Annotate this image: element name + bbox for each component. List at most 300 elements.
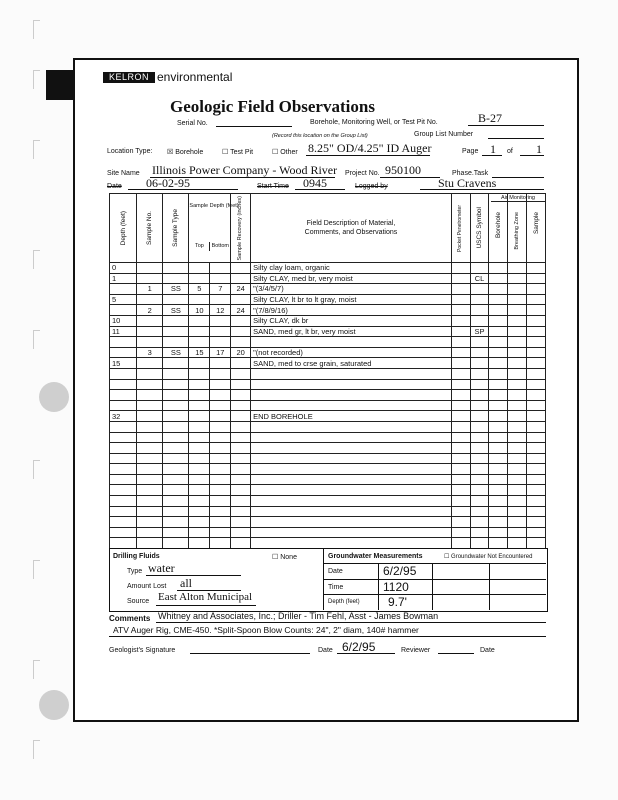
- sample-cell[interactable]: [527, 506, 546, 517]
- description-cell[interactable]: [251, 538, 452, 549]
- sample-no-cell[interactable]: [137, 368, 163, 379]
- borehole-field[interactable]: [468, 125, 544, 126]
- bottom-cell[interactable]: [210, 474, 231, 485]
- borehole-cell[interactable]: [489, 517, 508, 528]
- description-cell[interactable]: SAND, med to crse grain, saturated: [251, 358, 452, 369]
- pocket-pen-cell[interactable]: [451, 464, 470, 475]
- breathing-cell[interactable]: [508, 347, 527, 358]
- sample-type-cell[interactable]: SS: [163, 347, 189, 358]
- top-cell[interactable]: [189, 379, 210, 390]
- depth-cell[interactable]: [110, 538, 137, 549]
- description-cell[interactable]: [251, 453, 452, 464]
- bottom-cell[interactable]: [210, 400, 231, 411]
- top-cell[interactable]: [189, 368, 210, 379]
- pocket-pen-cell[interactable]: [451, 379, 470, 390]
- not-encountered-checkbox[interactable]: ☐ Groundwater Not Encountered: [444, 554, 533, 560]
- breathing-cell[interactable]: [508, 506, 527, 517]
- uscs-cell[interactable]: [470, 337, 489, 348]
- borehole-cell[interactable]: [489, 453, 508, 464]
- top-cell[interactable]: 5: [189, 284, 210, 295]
- bottom-cell[interactable]: [210, 485, 231, 496]
- depth-cell[interactable]: [110, 474, 137, 485]
- breathing-cell[interactable]: [508, 411, 527, 422]
- recovery-cell[interactable]: [231, 326, 251, 337]
- sample-type-cell[interactable]: [163, 485, 189, 496]
- depth-cell[interactable]: 1: [110, 273, 137, 284]
- bottom-cell[interactable]: [210, 421, 231, 432]
- start-time-field[interactable]: [295, 189, 345, 190]
- sample-type-cell[interactable]: SS: [163, 284, 189, 295]
- sample-cell[interactable]: [527, 411, 546, 422]
- top-cell[interactable]: [189, 294, 210, 305]
- depth-cell[interactable]: [110, 400, 137, 411]
- description-cell[interactable]: SAND, med gr, lt br, very moist: [251, 326, 452, 337]
- sample-type-cell[interactable]: [163, 400, 189, 411]
- geologist-signature-field[interactable]: [190, 653, 310, 654]
- none-checkbox[interactable]: ☐ None: [272, 554, 297, 561]
- breathing-cell[interactable]: [508, 358, 527, 369]
- pocket-pen-cell[interactable]: [451, 496, 470, 507]
- pocket-pen-cell[interactable]: [451, 284, 470, 295]
- depth-cell[interactable]: 10: [110, 315, 137, 326]
- sample-cell[interactable]: [527, 496, 546, 507]
- depth-cell[interactable]: [110, 517, 137, 528]
- top-cell[interactable]: [189, 326, 210, 337]
- top-cell[interactable]: [189, 315, 210, 326]
- recovery-cell[interactable]: [231, 443, 251, 454]
- bottom-cell[interactable]: 7: [210, 284, 231, 295]
- recovery-cell[interactable]: 24: [231, 305, 251, 316]
- bottom-cell[interactable]: [210, 294, 231, 305]
- sample-no-cell[interactable]: [137, 411, 163, 422]
- sample-cell[interactable]: [527, 400, 546, 411]
- pocket-pen-cell[interactable]: [451, 263, 470, 274]
- sample-no-cell[interactable]: [137, 390, 163, 401]
- uscs-cell[interactable]: [470, 411, 489, 422]
- borehole-cell[interactable]: [489, 326, 508, 337]
- bottom-cell[interactable]: [210, 496, 231, 507]
- bottom-cell[interactable]: [210, 432, 231, 443]
- borehole-cell[interactable]: [489, 358, 508, 369]
- description-cell[interactable]: [251, 474, 452, 485]
- pocket-pen-cell[interactable]: [451, 347, 470, 358]
- comments-field-1[interactable]: [156, 622, 546, 623]
- top-cell[interactable]: 10: [189, 305, 210, 316]
- sample-no-cell[interactable]: [137, 464, 163, 475]
- recovery-cell[interactable]: [231, 421, 251, 432]
- depth-cell[interactable]: [110, 284, 137, 295]
- comments-field-2[interactable]: [109, 636, 546, 637]
- sample-type-cell[interactable]: [163, 421, 189, 432]
- breathing-cell[interactable]: [508, 368, 527, 379]
- top-cell[interactable]: [189, 517, 210, 528]
- sample-cell[interactable]: [527, 358, 546, 369]
- borehole-cell[interactable]: [489, 527, 508, 538]
- sample-type-cell[interactable]: [163, 506, 189, 517]
- sample-type-cell[interactable]: [163, 337, 189, 348]
- sample-cell[interactable]: [527, 421, 546, 432]
- bottom-cell[interactable]: [210, 315, 231, 326]
- recovery-cell[interactable]: [231, 294, 251, 305]
- bottom-cell[interactable]: [210, 358, 231, 369]
- borehole-cell[interactable]: [489, 379, 508, 390]
- depth-cell[interactable]: 0: [110, 263, 137, 274]
- sample-cell[interactable]: [527, 326, 546, 337]
- sample-type-cell[interactable]: [163, 326, 189, 337]
- bottom-cell[interactable]: [210, 538, 231, 549]
- description-cell[interactable]: "(3/4/5/7): [251, 284, 452, 295]
- sample-cell[interactable]: [527, 368, 546, 379]
- sample-no-cell[interactable]: [137, 273, 163, 284]
- pocket-pen-cell[interactable]: [451, 538, 470, 549]
- reviewer-field[interactable]: [438, 653, 474, 654]
- top-cell[interactable]: [189, 390, 210, 401]
- date-field[interactable]: [128, 189, 238, 190]
- recovery-cell[interactable]: [231, 390, 251, 401]
- sample-type-cell[interactable]: [163, 411, 189, 422]
- top-cell[interactable]: [189, 337, 210, 348]
- pocket-pen-cell[interactable]: [451, 400, 470, 411]
- borehole-cell[interactable]: [489, 400, 508, 411]
- recovery-cell[interactable]: [231, 517, 251, 528]
- breathing-cell[interactable]: [508, 527, 527, 538]
- sample-no-cell[interactable]: [137, 506, 163, 517]
- depth-cell[interactable]: [110, 443, 137, 454]
- sample-cell[interactable]: [527, 453, 546, 464]
- borehole-cell[interactable]: [489, 347, 508, 358]
- breathing-cell[interactable]: [508, 474, 527, 485]
- sample-no-cell[interactable]: [137, 421, 163, 432]
- page-field[interactable]: [482, 155, 502, 156]
- borehole-cell[interactable]: [489, 411, 508, 422]
- sample-no-cell[interactable]: 2: [137, 305, 163, 316]
- recovery-cell[interactable]: 20: [231, 347, 251, 358]
- sample-cell[interactable]: [527, 305, 546, 316]
- top-cell[interactable]: [189, 527, 210, 538]
- borehole-cell[interactable]: [489, 273, 508, 284]
- depth-cell[interactable]: [110, 496, 137, 507]
- bottom-cell[interactable]: [210, 517, 231, 528]
- uscs-cell[interactable]: [470, 432, 489, 443]
- sample-cell[interactable]: [527, 294, 546, 305]
- recovery-cell[interactable]: [231, 400, 251, 411]
- uscs-cell[interactable]: [470, 506, 489, 517]
- bottom-cell[interactable]: [210, 411, 231, 422]
- sample-type-cell[interactable]: [163, 538, 189, 549]
- uscs-cell[interactable]: [470, 496, 489, 507]
- bottom-cell[interactable]: 17: [210, 347, 231, 358]
- depth-cell[interactable]: [110, 337, 137, 348]
- sample-no-cell[interactable]: [137, 527, 163, 538]
- sample-no-cell[interactable]: [137, 485, 163, 496]
- depth-cell[interactable]: [110, 527, 137, 538]
- bottom-cell[interactable]: [210, 263, 231, 274]
- pocket-pen-cell[interactable]: [451, 315, 470, 326]
- description-cell[interactable]: [251, 527, 452, 538]
- sample-no-cell[interactable]: [137, 315, 163, 326]
- top-cell[interactable]: [189, 538, 210, 549]
- recovery-cell[interactable]: [231, 337, 251, 348]
- sample-cell[interactable]: [527, 527, 546, 538]
- sample-type-cell[interactable]: [163, 527, 189, 538]
- depth-cell[interactable]: [110, 379, 137, 390]
- borehole-cell[interactable]: [489, 464, 508, 475]
- description-cell[interactable]: [251, 496, 452, 507]
- depth-cell[interactable]: 11: [110, 326, 137, 337]
- breathing-cell[interactable]: [508, 496, 527, 507]
- bottom-cell[interactable]: [210, 326, 231, 337]
- recovery-cell[interactable]: [231, 432, 251, 443]
- uscs-cell[interactable]: [470, 443, 489, 454]
- borehole-cell[interactable]: [489, 305, 508, 316]
- sample-type-cell[interactable]: [163, 368, 189, 379]
- breathing-cell[interactable]: [508, 263, 527, 274]
- testpit-checkbox[interactable]: ☐ Test Pit: [222, 149, 254, 156]
- breathing-cell[interactable]: [508, 294, 527, 305]
- recovery-cell[interactable]: [231, 315, 251, 326]
- description-cell[interactable]: Silty CLAY, med br, very moist: [251, 273, 452, 284]
- pocket-pen-cell[interactable]: [451, 305, 470, 316]
- borehole-cell[interactable]: [489, 368, 508, 379]
- borehole-cell[interactable]: [489, 474, 508, 485]
- bottom-cell[interactable]: [210, 506, 231, 517]
- description-cell[interactable]: END BOREHOLE: [251, 411, 452, 422]
- breathing-cell[interactable]: [508, 400, 527, 411]
- sample-type-cell[interactable]: [163, 517, 189, 528]
- pocket-pen-cell[interactable]: [451, 358, 470, 369]
- sample-cell[interactable]: [527, 517, 546, 528]
- pocket-pen-cell[interactable]: [451, 517, 470, 528]
- bottom-cell[interactable]: 12: [210, 305, 231, 316]
- sample-cell[interactable]: [527, 485, 546, 496]
- sample-cell[interactable]: [527, 263, 546, 274]
- uscs-cell[interactable]: [470, 421, 489, 432]
- source-field[interactable]: [156, 605, 256, 606]
- sample-cell[interactable]: [527, 443, 546, 454]
- sample-no-cell[interactable]: [137, 358, 163, 369]
- depth-cell[interactable]: [110, 305, 137, 316]
- uscs-cell[interactable]: CL: [470, 273, 489, 284]
- breathing-cell[interactable]: [508, 284, 527, 295]
- breathing-cell[interactable]: [508, 273, 527, 284]
- sample-no-cell[interactable]: [137, 432, 163, 443]
- sample-type-cell[interactable]: [163, 464, 189, 475]
- breathing-cell[interactable]: [508, 432, 527, 443]
- top-cell[interactable]: [189, 506, 210, 517]
- sample-cell[interactable]: [527, 390, 546, 401]
- depth-cell[interactable]: 32: [110, 411, 137, 422]
- borehole-cell[interactable]: [489, 284, 508, 295]
- breathing-cell[interactable]: [508, 326, 527, 337]
- breathing-cell[interactable]: [508, 379, 527, 390]
- sample-type-cell[interactable]: [163, 390, 189, 401]
- top-cell[interactable]: [189, 485, 210, 496]
- borehole-cell[interactable]: [489, 315, 508, 326]
- uscs-cell[interactable]: [470, 527, 489, 538]
- borehole-cell[interactable]: [489, 263, 508, 274]
- recovery-cell[interactable]: [231, 464, 251, 475]
- bottom-cell[interactable]: [210, 368, 231, 379]
- sample-type-cell[interactable]: [163, 453, 189, 464]
- description-cell[interactable]: [251, 368, 452, 379]
- uscs-cell[interactable]: [470, 517, 489, 528]
- uscs-cell[interactable]: SP: [470, 326, 489, 337]
- bottom-cell[interactable]: [210, 337, 231, 348]
- uscs-cell[interactable]: [470, 400, 489, 411]
- sample-type-cell[interactable]: [163, 443, 189, 454]
- description-cell[interactable]: "(not recorded): [251, 347, 452, 358]
- borehole-cell[interactable]: [489, 432, 508, 443]
- recovery-cell[interactable]: [231, 273, 251, 284]
- sample-cell[interactable]: [527, 273, 546, 284]
- sample-no-cell[interactable]: [137, 379, 163, 390]
- top-cell[interactable]: [189, 421, 210, 432]
- other-field[interactable]: [306, 155, 430, 156]
- bottom-cell[interactable]: [210, 273, 231, 284]
- breathing-cell[interactable]: [508, 453, 527, 464]
- breathing-cell[interactable]: [508, 464, 527, 475]
- sample-type-cell[interactable]: [163, 474, 189, 485]
- borehole-cell[interactable]: [489, 485, 508, 496]
- depth-cell[interactable]: [110, 368, 137, 379]
- recovery-cell[interactable]: [231, 358, 251, 369]
- pocket-pen-cell[interactable]: [451, 443, 470, 454]
- description-cell[interactable]: [251, 517, 452, 528]
- sample-type-cell[interactable]: [163, 315, 189, 326]
- sample-type-cell[interactable]: [163, 294, 189, 305]
- sample-cell[interactable]: [527, 474, 546, 485]
- sample-type-cell[interactable]: [163, 496, 189, 507]
- top-cell[interactable]: [189, 474, 210, 485]
- type-field[interactable]: [146, 575, 241, 576]
- description-cell[interactable]: [251, 432, 452, 443]
- pocket-pen-cell[interactable]: [451, 368, 470, 379]
- pocket-pen-cell[interactable]: [451, 527, 470, 538]
- pocket-pen-cell[interactable]: [451, 485, 470, 496]
- recovery-cell[interactable]: 24: [231, 284, 251, 295]
- depth-cell[interactable]: [110, 421, 137, 432]
- borehole-checkbox[interactable]: ☒ Borehole: [167, 149, 204, 156]
- phase-field[interactable]: [492, 177, 544, 178]
- description-cell[interactable]: [251, 379, 452, 390]
- breathing-cell[interactable]: [508, 421, 527, 432]
- pocket-pen-cell[interactable]: [451, 390, 470, 401]
- depth-cell[interactable]: 5: [110, 294, 137, 305]
- description-cell[interactable]: Silty clay loam, organic: [251, 263, 452, 274]
- uscs-cell[interactable]: [470, 294, 489, 305]
- sample-cell[interactable]: [527, 284, 546, 295]
- uscs-cell[interactable]: [470, 263, 489, 274]
- sample-no-cell[interactable]: [137, 294, 163, 305]
- bottom-cell[interactable]: [210, 390, 231, 401]
- uscs-cell[interactable]: [470, 474, 489, 485]
- uscs-cell[interactable]: [470, 485, 489, 496]
- depth-cell[interactable]: [110, 390, 137, 401]
- recovery-cell[interactable]: [231, 379, 251, 390]
- sample-no-cell[interactable]: [137, 326, 163, 337]
- borehole-cell[interactable]: [489, 294, 508, 305]
- sample-cell[interactable]: [527, 315, 546, 326]
- pocket-pen-cell[interactable]: [451, 453, 470, 464]
- borehole-cell[interactable]: [489, 337, 508, 348]
- depth-cell[interactable]: [110, 453, 137, 464]
- depth-cell[interactable]: [110, 485, 137, 496]
- depth-cell[interactable]: [110, 432, 137, 443]
- borehole-cell[interactable]: [489, 443, 508, 454]
- top-cell[interactable]: [189, 411, 210, 422]
- top-cell[interactable]: [189, 453, 210, 464]
- borehole-cell[interactable]: [489, 538, 508, 549]
- depth-cell[interactable]: [110, 347, 137, 358]
- sample-no-cell[interactable]: [137, 400, 163, 411]
- bottom-cell[interactable]: [210, 464, 231, 475]
- uscs-cell[interactable]: [470, 315, 489, 326]
- description-cell[interactable]: [251, 443, 452, 454]
- bottom-cell[interactable]: [210, 527, 231, 538]
- sample-cell[interactable]: [527, 432, 546, 443]
- sample-type-cell[interactable]: [163, 263, 189, 274]
- uscs-cell[interactable]: [470, 379, 489, 390]
- sample-no-cell[interactable]: [137, 474, 163, 485]
- sample-no-cell[interactable]: 1: [137, 284, 163, 295]
- recovery-cell[interactable]: [231, 368, 251, 379]
- pocket-pen-cell[interactable]: [451, 294, 470, 305]
- breathing-cell[interactable]: [508, 443, 527, 454]
- sample-type-cell[interactable]: [163, 379, 189, 390]
- sample-no-cell[interactable]: [137, 496, 163, 507]
- top-cell[interactable]: [189, 263, 210, 274]
- borehole-cell[interactable]: [489, 421, 508, 432]
- recovery-cell[interactable]: [231, 527, 251, 538]
- recovery-cell[interactable]: [231, 496, 251, 507]
- sample-type-cell[interactable]: [163, 358, 189, 369]
- description-cell[interactable]: Silty CLAY, lt br to lt gray, moist: [251, 294, 452, 305]
- recovery-cell[interactable]: [231, 538, 251, 549]
- breathing-cell[interactable]: [508, 337, 527, 348]
- top-cell[interactable]: 15: [189, 347, 210, 358]
- description-cell[interactable]: [251, 400, 452, 411]
- breathing-cell[interactable]: [508, 517, 527, 528]
- sample-cell[interactable]: [527, 464, 546, 475]
- sample-no-cell[interactable]: [137, 443, 163, 454]
- uscs-cell[interactable]: [470, 453, 489, 464]
- uscs-cell[interactable]: [470, 347, 489, 358]
- other-checkbox[interactable]: ☐ Other: [272, 149, 298, 156]
- sample-cell[interactable]: [527, 538, 546, 549]
- bottom-cell[interactable]: [210, 379, 231, 390]
- recovery-cell[interactable]: [231, 485, 251, 496]
- top-cell[interactable]: [189, 464, 210, 475]
- page-total-field[interactable]: [520, 155, 544, 156]
- recovery-cell[interactable]: [231, 411, 251, 422]
- project-field[interactable]: [380, 177, 440, 178]
- pocket-pen-cell[interactable]: [451, 474, 470, 485]
- uscs-cell[interactable]: [470, 368, 489, 379]
- borehole-cell[interactable]: [489, 496, 508, 507]
- sample-no-cell[interactable]: [137, 337, 163, 348]
- recovery-cell[interactable]: [231, 263, 251, 274]
- sample-no-cell[interactable]: [137, 453, 163, 464]
- breathing-cell[interactable]: [508, 390, 527, 401]
- bottom-cell[interactable]: [210, 453, 231, 464]
- uscs-cell[interactable]: [470, 305, 489, 316]
- description-cell[interactable]: [251, 337, 452, 348]
- top-cell[interactable]: [189, 273, 210, 284]
- pocket-pen-cell[interactable]: [451, 326, 470, 337]
- uscs-cell[interactable]: [470, 390, 489, 401]
- pocket-pen-cell[interactable]: [451, 506, 470, 517]
- uscs-cell[interactable]: [470, 284, 489, 295]
